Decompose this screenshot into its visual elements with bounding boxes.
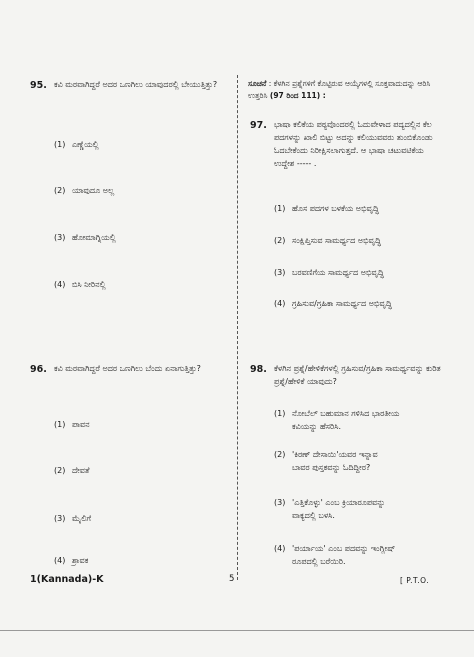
option-number: (3) <box>274 268 286 277</box>
option-number: (1) <box>274 204 286 213</box>
option-number: (2) <box>54 186 66 195</box>
option-label: ಗ್ರಹಿಸುವ/ಗ್ರಹಿಕಾ ಸಾಮರ್ಥ್ಯದ ಅಭಿವೃದ್ಧಿ <box>292 299 392 308</box>
q98-number: 98. <box>250 364 267 375</box>
q98-option-1[interactable] <box>274 409 399 419</box>
q96-option-4[interactable] <box>54 556 88 566</box>
option-number: (3) <box>54 233 66 242</box>
note-range: (97 ರಿಂದ 111) : <box>269 91 326 100</box>
option-label: ಶ್ರಾವಕ <box>72 556 89 565</box>
option-number: (2) <box>274 450 286 459</box>
option-number: (1) <box>54 140 66 149</box>
q97-number: 97. <box>250 120 267 131</box>
option-number: (3) <box>274 498 286 507</box>
q98-option-3[interactable] <box>274 498 385 508</box>
q98-text: ಕೆಳಗಿನ ಪ್ರಶ್ನೆ/ಹೇಳಿಕೆಗಳಲ್ಲಿ ಗ್ರಹಿಸುವ/ಗ್ರಹಿಕಾ ಸಾಮರ್ಥ್ಯವನ್ನು ಕುರಿತ ಪ್ರಶ್ನೆ/ಹೇಳಿಕೆ ಯಾವುದು? <box>274 364 441 386</box>
option-number: (2) <box>54 466 66 475</box>
option-label: ಎಣ್ಣೆಯಲ್ಲಿ <box>72 140 99 149</box>
column-divider <box>237 75 238 580</box>
q97-option-2[interactable] <box>274 236 381 246</box>
option-number: (4) <box>274 544 286 553</box>
q98-option-4-line2: ರೂಪದಲ್ಲಿ ಬರೆಯಿರಿ. <box>292 557 346 566</box>
q96-option-3[interactable] <box>54 514 91 524</box>
option-number: (1) <box>54 420 66 429</box>
q96-option-2[interactable] <box>54 466 90 476</box>
option-label: ಸಂಕ್ಷಿಪ್ತಿಸುವ ಸಾಮರ್ಥ್ಯದ ಅಭಿವೃದ್ಧಿ <box>292 236 381 245</box>
option-label: 'ಪರ್ಯಾಯ' ಎಂಬ ಪದವನ್ನು ಇಂಗ್ಲೀಷ್ <box>292 544 396 553</box>
option-label: 'ಕಿರಣ್ ದೇಸಾಯಿ'ಯವರ ಇನ್ನಾವ <box>292 450 378 459</box>
option-number: (4) <box>54 556 66 565</box>
q96-option-1[interactable] <box>54 420 90 430</box>
option-label: ಪಾವನ <box>72 420 90 429</box>
bottom-rule <box>0 630 474 631</box>
note-label: ಸೂಚನೆ <box>248 79 267 88</box>
option-number: (4) <box>274 299 286 308</box>
q97-option-3[interactable] <box>274 268 384 278</box>
option-label: ಮೈಲಿಗೆ <box>72 514 92 523</box>
booklet-code: 1(Kannada)-K <box>30 574 104 585</box>
q95-text: ಕವಿ ಮರವಾಗಿದ್ದರೆ ಅದರ ಒಣಗಿಲು ಯಾವುದರಲ್ಲಿ ಬೇಯುತ್ತಿತ್ತು? <box>54 80 218 89</box>
q95-option-2[interactable] <box>54 186 114 196</box>
q98-option-4[interactable] <box>274 544 395 554</box>
option-number: (1) <box>274 409 286 418</box>
q98-option-1-line2: ಕವಿಯನ್ನು ಹೆಸರಿಸಿ. <box>292 422 342 431</box>
option-number: (2) <box>274 236 286 245</box>
q96-text: ಕವಿ ಮರವಾಗಿದ್ದರೆ ಅದರ ಒಣಗಿಲು ಬೆಂದು ಏನಾಗುತ್ತಿತ್ತು? <box>54 364 201 373</box>
q98-option-3-line2: ವಾಕ್ಯದಲ್ಲಿ ಬಳಸಿ. <box>292 511 335 520</box>
q98-option-2[interactable] <box>274 450 378 460</box>
q95-option-4[interactable] <box>54 280 106 290</box>
q97-option-4[interactable] <box>274 299 392 309</box>
pto-marker: [ P.T.O. <box>400 576 430 585</box>
option-label: ಬರವಣಿಗೆಯ ಸಾಮರ್ಥ್ಯದ ಅಭಿವೃದ್ಧಿ <box>292 268 384 277</box>
option-label: ಬಿಸಿ ನೀರಿನಲ್ಲಿ <box>72 280 106 289</box>
option-label: 'ಎತ್ತಿಕೊಳ್ಳು' ಎಂಬ ಕ್ರಿಯಾರೂಪವನ್ನು <box>292 498 386 507</box>
q97-option-1[interactable] <box>274 204 379 214</box>
page-number: 5 <box>229 574 235 584</box>
note-text: : ಕೆಳಗಿನ ಪ್ರಶ್ನೆಗಳಿಗೆ ಕೊಟ್ಟಿರುವ ಆಯ್ಕೆಗಳಲ್ಲಿ ಸೂಕ್ತವಾದುದನ್ನು ಆರಿಸಿ ಉತ್ತರಿಸಿ <box>248 79 431 100</box>
q96-number: 96. <box>30 364 47 375</box>
q95-number: 95. <box>30 80 47 91</box>
option-number: (3) <box>54 514 66 523</box>
q98-option-2-line2: ಬಾವರ ಪುಸ್ತಕವನ್ನು ಓದಿದ್ದೀರ? <box>292 463 371 472</box>
option-number: (4) <box>54 280 66 289</box>
q95-option-3[interactable] <box>54 233 116 243</box>
option-label: ದೇವತೆ <box>72 466 90 475</box>
option-label: ಹೊಸ ಪದಗಳ ಬಳಕೆಯ ಅಭಿವೃದ್ಧಿ <box>292 204 379 213</box>
q97-text: ಭಾಷಾ ಕಲಿಕೆಯ ಪಠ್ಯವೊಂದರಲ್ಲಿ ಓದುವೇಳಾದ ಪದ್ಯದಲ್ಲಿನ ಕೆಲ ಪದಗಳನ್ನು ಖಾಲಿ ಬಿಟ್ಟು ಅದನ್ನು ಕಲಿಯುವವರು ತುಂಬಿಕೊಂಡು ಓದಬೇಕೆಂದು ನಿರೀಕ್ಷಿಸಲಾಗುತ್ತದೆ. ಆ ಭಾಷಾ ಚಟುವಟಿಕೆಯ ಉದ್ದೇಶ ----- . <box>274 120 433 168</box>
q95-option-1[interactable] <box>54 140 99 150</box>
option-label: ಹೋಮಾಗ್ನಿಯಲ್ಲಿ <box>72 233 116 242</box>
option-label: ನೋಬೆಲ್ ಬಹುಮಾನ ಗಳಿಸಿದ ಭಾರತೀಯ <box>292 409 400 418</box>
option-label: ಯಾವುದೂ ಅಲ್ಲ <box>72 186 115 195</box>
instruction-note <box>248 78 444 102</box>
